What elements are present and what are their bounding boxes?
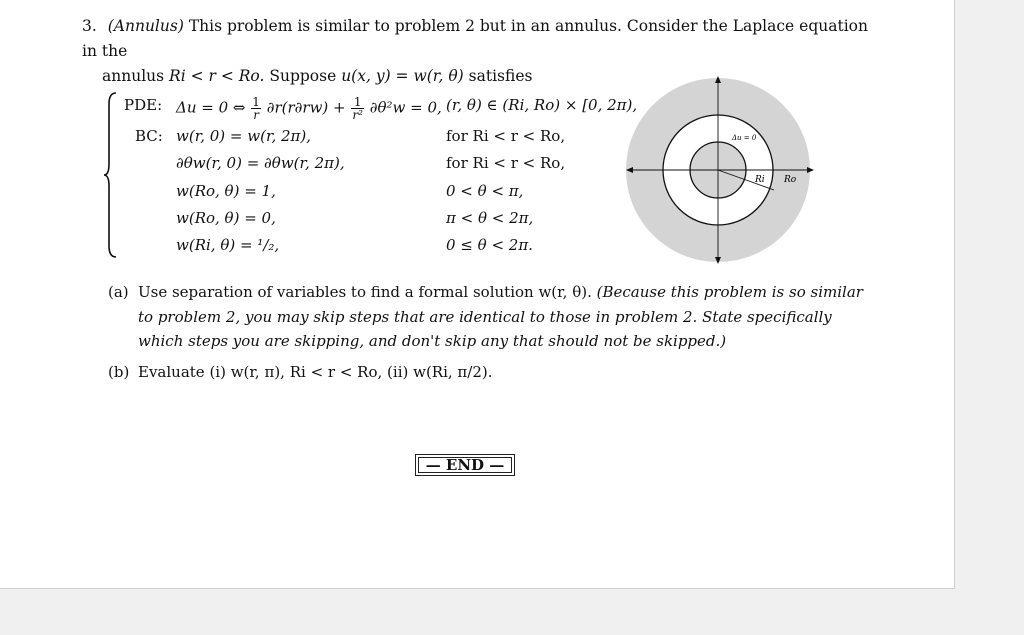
part-b-text: Evaluate (i) w(r, π), Ri < r < Ro, (ii) w(Ri, π/2).	[138, 362, 493, 381]
pde-frac2-numerator: 1	[351, 96, 364, 109]
problem-title: (Annulus)	[107, 17, 184, 35]
bc-row-2-lhs: ∂θw(r, 0) = ∂θw(r, 2π),	[176, 154, 345, 172]
part-a-note: (Because this problem is so similar to problem 2, you may skip steps that are identical to those in problem 2. State specifically which steps you are skipping, and don't skip any that should not be skipped.)	[138, 283, 863, 350]
pde-frac1-denominator: r	[253, 108, 259, 122]
left-brace	[104, 92, 118, 258]
pde-fraction-1	[251, 96, 261, 121]
part-a-text: Use separation of variables to find a formal solution w(r, θ).	[138, 283, 592, 301]
bc-row-5-lhs: w(Ri, θ) = ¹/₂,	[176, 236, 280, 254]
bc-row-5-rhs: 0 ≤ θ < 2π.	[446, 236, 533, 254]
end-marker: — END —	[415, 454, 515, 476]
pde-domain-text: (r, θ) ∈ (Ri, Ro) × [0, 2π),	[446, 96, 638, 114]
bc-row-2-rhs: for Ri < r < Ro,	[446, 154, 566, 172]
pde-term-1: ∂r(r∂rw) +	[266, 98, 346, 117]
pde-frac2-denominator: r²	[352, 108, 363, 122]
part-b	[108, 360, 878, 385]
part-a	[108, 280, 878, 354]
laplace-label: Δu = 0	[732, 134, 757, 142]
pde-lhs-start: Δu = 0 ⇔	[176, 98, 246, 117]
bc-row-3-lhs: w(Ro, θ) = 1,	[176, 182, 276, 200]
part-b-tag: (b)	[108, 362, 130, 381]
bc-row-4-lhs: w(Ro, θ) = 0,	[176, 209, 276, 227]
problem-number: 3.	[82, 17, 97, 35]
problem-line-1	[82, 14, 882, 64]
annulus-diagram	[624, 74, 820, 266]
ro-label: Ro	[784, 175, 797, 185]
pde-term-2: ∂θ²w = 0,	[369, 98, 442, 117]
pde-domain	[446, 96, 637, 114]
ri-label: Ri	[755, 175, 765, 185]
part-a-tag: (a)	[108, 283, 129, 301]
u-equals-w: u(x, y) = w(r, θ)	[341, 67, 464, 85]
bc-row-4-rhs: π < θ < 2π,	[446, 209, 534, 227]
pde-label: PDE:	[124, 96, 163, 114]
bc-row-1-lhs: w(r, 0) = w(r, 2π),	[176, 127, 312, 145]
bc-row-1-rhs: for Ri < r < Ro,	[446, 127, 566, 145]
pde-frac1-numerator: 1	[252, 95, 260, 109]
problem-intro: This problem is similar to problem 2 but in an annulus. Consider the Laplace equation in the	[82, 17, 868, 60]
annulus-word: annulus	[102, 67, 165, 85]
bc-label: BC:	[135, 127, 163, 145]
bc-row-3-rhs: 0 < θ < π,	[446, 182, 524, 200]
pde-system	[104, 88, 644, 260]
pde-fraction-2	[351, 96, 364, 121]
suppose-word: Suppose	[269, 67, 337, 85]
pde-equation	[176, 96, 442, 121]
x-axis-right-arrow	[807, 167, 814, 173]
annulus-range: Ri < r < Ro.	[169, 67, 265, 85]
satisfies-word: satisfies	[468, 67, 533, 85]
problem-parts	[108, 280, 878, 390]
